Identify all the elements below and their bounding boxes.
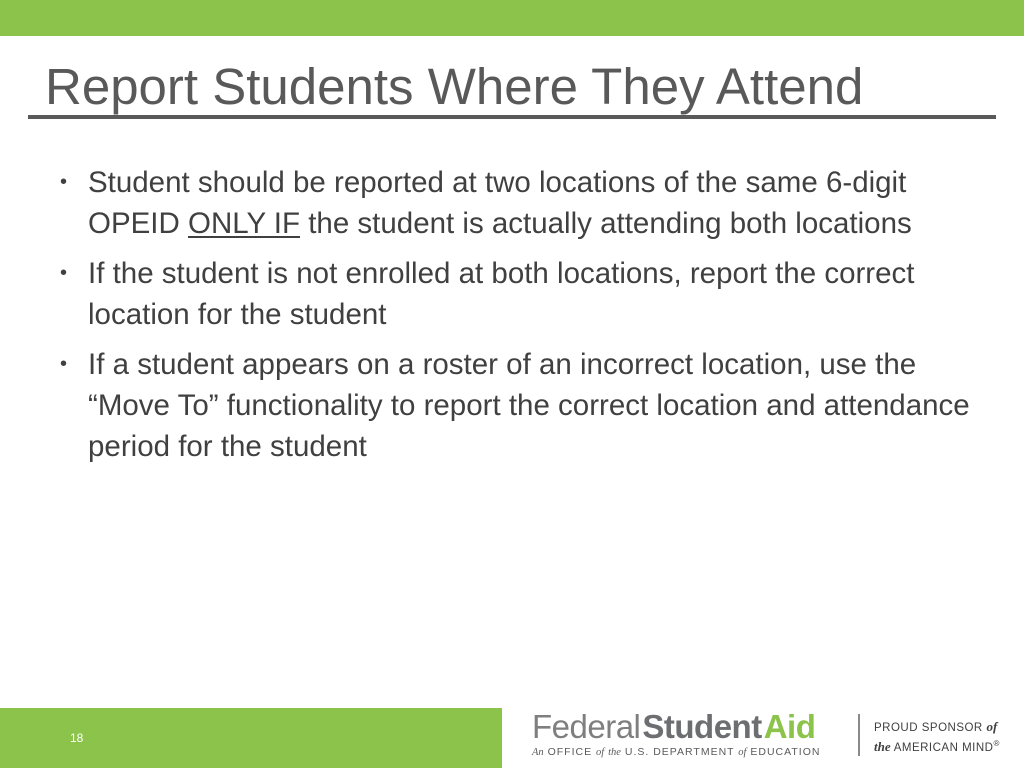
page-number: 18 (70, 731, 84, 745)
sponsor-of: of (986, 719, 998, 734)
sponsor-line-2 (874, 736, 1000, 756)
bullet-item (60, 344, 980, 467)
bullet-item (60, 162, 980, 244)
sponsor-line-1 (874, 719, 1000, 736)
bullet-text: If the student is not enrolled at both locations, report the correct location for the student (88, 257, 915, 331)
title-underline (28, 115, 996, 119)
sponsor-mark (874, 719, 1000, 756)
tagline-the: the (608, 747, 621, 758)
tagline-education: EDUCATION (750, 746, 821, 758)
bullet-dot-icon: • (60, 262, 68, 284)
bullet-text-after: the student is actually attending both locations (300, 207, 912, 240)
logo-word-federal: Federal (532, 708, 641, 745)
sponsor-text: PROUD SPONSOR (874, 722, 983, 734)
logo-tagline (532, 746, 820, 758)
tagline-of: of (738, 747, 747, 758)
slide-title: Report Students Where They Attend (45, 58, 864, 115)
registered-mark-icon: ® (993, 739, 1000, 748)
top-accent-bar (0, 0, 1024, 36)
bullet-list (60, 162, 980, 476)
tagline-of: of (596, 747, 605, 758)
bullet-item (60, 253, 980, 335)
logo-word-aid: Aid (763, 708, 816, 745)
bullet-dot-icon: • (60, 171, 68, 193)
sponsor-american-mind: AMERICAN MIND (893, 741, 994, 754)
bullet-dot-icon: • (60, 353, 68, 375)
footer-divider (858, 714, 860, 756)
federal-student-aid-logo (532, 708, 842, 766)
bullet-text: If a student appears on a roster of an incorrect location, use the “Move To” functionality to report the correct location and attendance period for the student (88, 348, 970, 463)
tagline-office: OFFICE (547, 746, 593, 758)
tagline-department: U.S. DEPARTMENT (624, 746, 735, 758)
logo-word-student: Student (642, 708, 762, 745)
logo-wordmark (532, 710, 815, 744)
sponsor-the: the (874, 738, 891, 754)
bullet-text-before: Student should be reported at two locations of the same 6-digit OPEID (88, 166, 907, 240)
tagline-an: An (532, 747, 544, 758)
bullet-emphasis: ONLY IF (188, 207, 301, 240)
